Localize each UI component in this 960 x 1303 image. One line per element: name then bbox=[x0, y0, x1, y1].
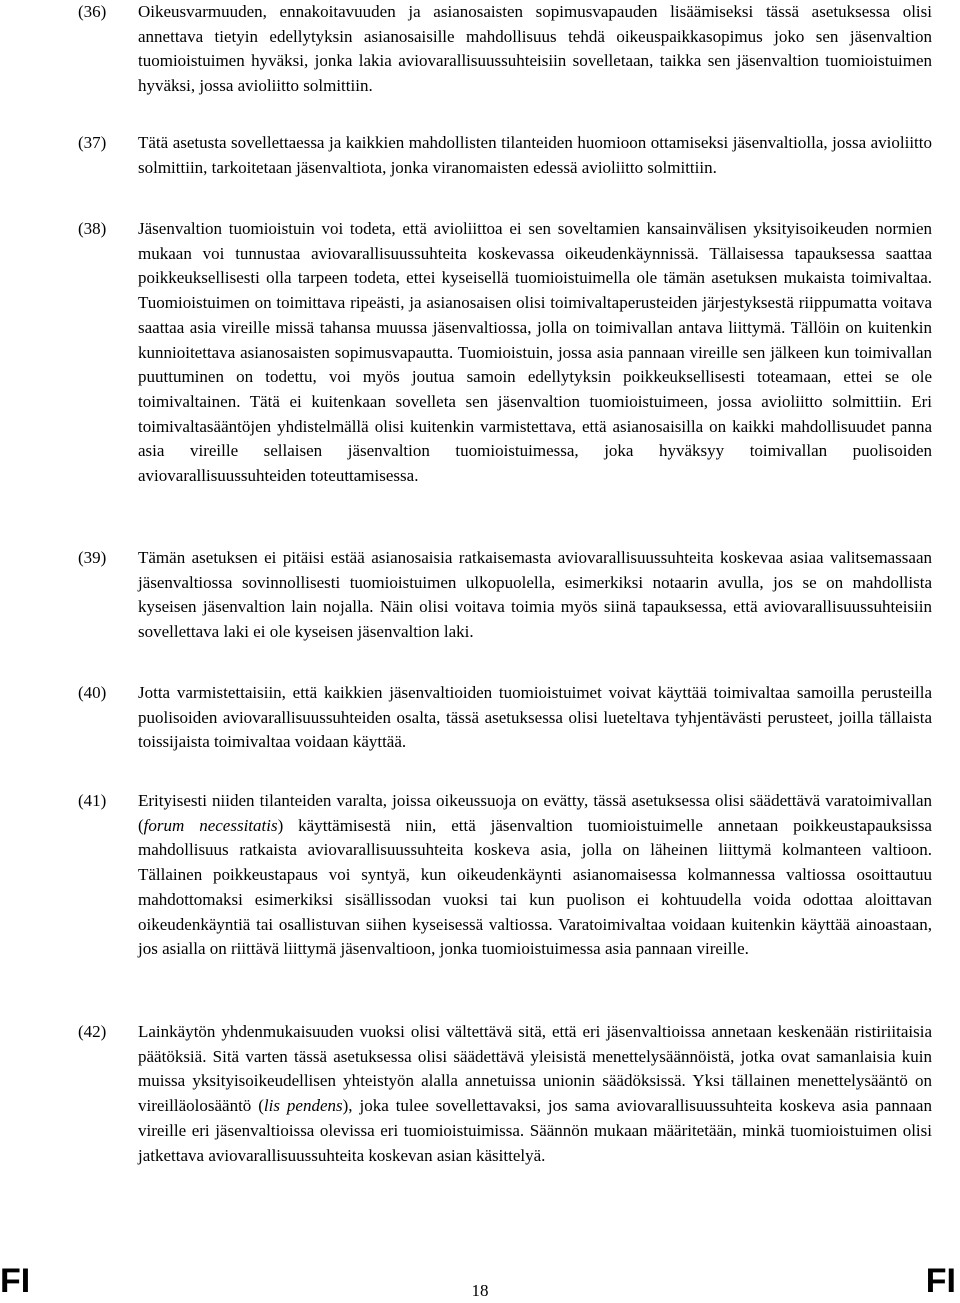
paragraph-number: (36) bbox=[78, 2, 107, 21]
paragraph-text bbox=[138, 217, 932, 489]
paragraph-37 bbox=[78, 131, 932, 180]
paragraph-number: (41) bbox=[78, 791, 107, 810]
paragraph-36 bbox=[78, 0, 932, 99]
paragraph-text bbox=[138, 546, 932, 645]
text-run: ), joka tulee sovellettavaksi, jos sama aviovarallisuussuhteita koskeva asia pannaan vireille eri jäsenvaltioissa olevissa eri tuomioistuimissa. Säännön mukaan määritetään, minkä tuomioistuimen olisi jatkettava aviovarallisuussuhteita koskevan asian käsittelyä. bbox=[138, 1096, 932, 1165]
page-number: 18 bbox=[471, 1281, 489, 1300]
latin-term: forum necessitatis bbox=[143, 815, 278, 835]
paragraph-text bbox=[138, 681, 932, 755]
text-run: Jotta varmistettaisiin, että kaikkien jäsenvaltioiden tuomioistuimet voivat käyttää toimivaltaa samoilla perusteilla puolisoiden aviovarallisuussuhteiden osalta, tässä asetuksessa olisi lueteltava tyhjentävästi perusteet, joilla tällaista toissijaista toimivaltaa voidaan käyttää. bbox=[138, 683, 932, 752]
paragraph-number: (37) bbox=[78, 133, 107, 152]
text-run: Jäsenvaltion tuomioistuin voi todeta, että avioliittoa ei sen soveltamien kansainvälisen yksityisoikeuden normien mukaan voi tunnustaa aviovarallisuussuhteita koskevassa oikeudenkäynnissä. Tällaisessa tapauksessa saattaa poikkeuksellisesti olla tarpeen todeta, ettei kyseisellä tuomioistuimella ole tämän asetuksen mukaista toimivaltaa. Tuomioistuimen on toimittava ripeästi, ja asianosaisen olisi toimivaltaperusteiden järjestyksestä riippumatta voitava saattaa asia vireille missä tahansa muussa jäsenvaltiossa, jolla on toimivallan antava liittymä. Tällöin on kuitenkin kunnioitettava asianosaisten sopimusvapautta. Tuomioistuin, jossa asia pannaan vireille sen jälkeen kun toimivallan puuttuminen on todettu, voi myös joutua samoin edellytyksin poikkeuksellisesti toteamaan, ettei se ole toimivaltainen. Tätä ei kuitenkaan sovelleta sen jäsenvaltion tuomioistuimeen, jossa avioliitto solmittiin. Eri toimivaltasääntöjen yhdistelmällä olisi kuitenkin varmistettava, että asianosaisilla on kaikki mahdollisuudet panna asia vireille sellaisen jäsenvaltion tuomioistuimessa, joka hyväksyy toimivallan puolisoiden aviovarallisuussuhteiden toteuttamisessa. bbox=[138, 219, 932, 486]
paragraph-number: (38) bbox=[78, 219, 107, 238]
text-run: Lainkäytön yhdenmukaisuuden vuoksi olisi vältettävä sitä, että eri jäsenvaltioissa annetaan keskenään ristiriitaisia päätöksiä. Sitä varten tässä asetuksessa olisi säädettävä yleisistä menettelysäännöistä, jotka ovat samanlaisia kuin muissa yksityisoikeudellisen yhteistyön alalla annetuissa unionin säädöksissä. Yksi tällainen menettelysääntö on vireilläolosääntö ( bbox=[138, 1022, 932, 1116]
paragraph-text bbox=[138, 789, 932, 962]
paragraph-41 bbox=[78, 789, 932, 962]
text-run: Tämän asetuksen ei pitäisi estää asianosaisia ratkaisemasta aviovarallisuussuhteita koskevaa asiaa valitsemassaan jäsenvaltiossa sovinnollisesti tuomioistuimen ulkopuolella, esimerkiksi notaarin avulla, jos se on mahdollista kyseisen jäsenvaltion lain nojalla. Näin olisi voitava toimia myös siinä tapauksessa, että aviovarallisuussuhteisiin sovellettava laki ei ole kyseisen jäsenvaltion laki. bbox=[138, 548, 932, 642]
paragraph-text bbox=[138, 0, 932, 99]
text-run: ) käyttämisestä niin, että jäsenvaltion tuomioistuimelle annetaan poikkeustapauksissa mahdollisuus ratkaista aviovarallisuussuhteita koskeva asia, jolla on läheinen liittymä kolmanteen valtioon. Tällainen poikkeustapaus voi syntyä, kun oikeudenkäynti asianomaisessa kolmannessa valtiossa osoittautuu mahdottomaksi esimerkiksi sisällissodan vuoksi tai kun puolison ei kohtuudella voida odottaa aloittavan oikeudenkäyntiä tai osallistuvan siihen kyseisessä valtiossa. Varatoimivaltaa voidaan kuitenkin käyttää ainoastaan, jos asialla on riittävä liittymä jäsenvaltioon, jonka tuomioistuimessa asia pannaan vireille. bbox=[138, 815, 932, 959]
paragraph-38 bbox=[78, 217, 932, 489]
paragraph-number: (40) bbox=[78, 683, 107, 702]
paragraph-42 bbox=[78, 1020, 932, 1168]
paragraph-text bbox=[138, 131, 932, 180]
paragraph-number: (42) bbox=[78, 1022, 107, 1041]
text-run: Tätä asetusta sovellettaessa ja kaikkien mahdollisten tilanteiden huomioon ottamiseksi jäsenvaltiolla, jossa avioliitto solmittiin, tarkoitetaan jäsenvaltiota, jonka viranomaisten edessä avioliitto solmittiin. bbox=[138, 133, 932, 177]
paragraph-39 bbox=[78, 546, 932, 645]
footer-language-mark-left: FI bbox=[0, 1262, 31, 1300]
paragraph-number: (39) bbox=[78, 548, 107, 567]
text-run: Erityisesti niiden tilanteiden varalta, joissa oikeussuoja on evätty, tässä asetuksessa olisi säädettävä varatoimivallan ( bbox=[138, 791, 932, 835]
paragraph-40 bbox=[78, 681, 932, 755]
latin-term: lis pendens bbox=[263, 1096, 343, 1116]
footer-language-mark-right: FI bbox=[925, 1262, 956, 1300]
paragraph-text bbox=[138, 1020, 932, 1168]
text-run: Oikeusvarmuuden, ennakoitavuuden ja asianosaisten sopimusvapauden lisäämiseksi tässä asetuksessa olisi annettava tietyin edellytyksin asianosaisille mahdollisuus tehdä oikeuspaikkasopimus joko sen jäsenvaltion tuomioistuimen hyväksi, jonka lakia aviovarallisuussuhteisiin sovelletaan, taikka sen jäsenvaltion tuomioistuimen hyväksi, jossa avioliitto solmittiin. bbox=[138, 2, 932, 96]
